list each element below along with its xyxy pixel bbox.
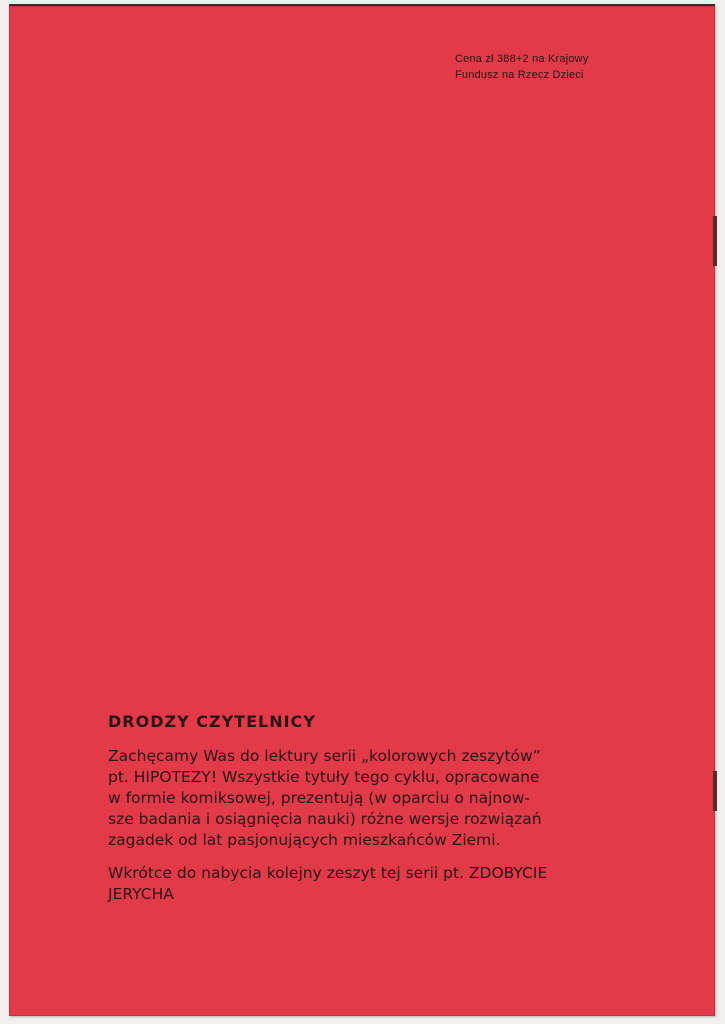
price-note <box>455 51 655 83</box>
staple-mark <box>713 216 717 266</box>
notice-paragraph-2 <box>108 863 616 905</box>
price-line-1: Cena zł 388+2 na Krajowy <box>455 53 589 65</box>
notice-heading: DRODZY CZYTELNICY <box>108 712 316 731</box>
price-line-2: Fundusz na Rzecz Dzieci <box>455 69 584 81</box>
notice-paragraph-1 <box>108 746 616 851</box>
paragraph-line: sze badania i osiągnięcia nauki) różne wersje rozwiązań <box>108 810 542 828</box>
paragraph-line: JERYCHA <box>108 885 174 903</box>
paragraph-line: w formie komiksowej, prezentują (w oparciu o najnow- <box>108 789 530 807</box>
paragraph-line: Wkrótce do nabycia kolejny zeszyt tej serii pt. ZDOBYCIE <box>108 864 548 882</box>
paragraph-line: pt. HIPOTEZY! Wszystkie tytuły tego cyklu, opracowane <box>108 768 540 786</box>
paragraph-line: Zachęcamy Was do lektury serii „kolorowych zeszytów” <box>108 747 541 765</box>
staple-mark <box>713 771 717 811</box>
paragraph-line: zagadek od lat pasjonujących mieszkańców Ziemi. <box>108 831 501 849</box>
notice-body <box>108 746 616 905</box>
back-cover <box>9 4 715 1016</box>
